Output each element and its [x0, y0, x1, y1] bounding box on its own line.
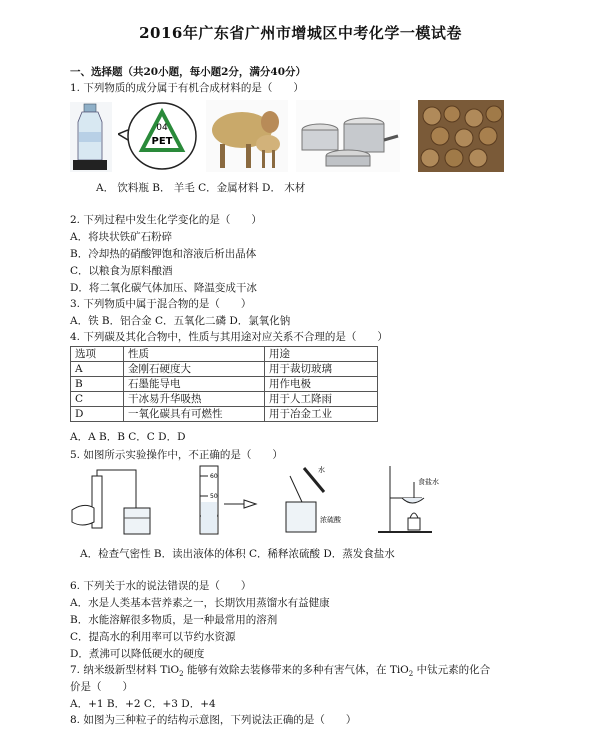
table-header: 性质	[124, 347, 265, 362]
q3-options: A．铁 B．铝合金 C．五氧化二磷 D．氯氧化钠	[70, 315, 291, 327]
q7-subscript-2: 2	[408, 670, 414, 679]
evaporation-diagram	[372, 462, 460, 538]
measuring-cylinder-diagram	[180, 462, 264, 538]
page-title: 2016年广东省广州市增城区中考化学一模试卷	[139, 24, 462, 42]
section-heading: 一、选择题（共20小题，每小题2分，满分40分）	[70, 66, 307, 78]
q7-text-2: 能够有效除去装修带来的多种有害气体，在 TiO	[183, 664, 409, 676]
water-label: 水	[318, 466, 325, 474]
q6-option-d: D．煮沸可以降低硬水的硬度	[70, 648, 205, 660]
q8-stem: 8. 如图为三种粒子的结构示意图，下列说法正确的是（ ）	[70, 714, 357, 726]
pet-label: PET	[151, 136, 173, 147]
q6-option-b: B．水能溶解很多物质，是一种最常用的溶剂	[70, 614, 278, 626]
pet-recycle-icon	[118, 100, 198, 172]
q2-option-d: D．将二氧化碳气体加压、降温变成干冰	[70, 282, 257, 294]
q5-options: A．检查气密性 B．读出液体的体积 C．稀释浓硫酸 D．蒸发食盐水	[80, 548, 395, 560]
table-cell: B	[71, 377, 124, 392]
q7-options: A．+1 B．+2 C．+3 D．+4	[70, 698, 216, 710]
q7-subscript-1: 2	[179, 670, 184, 679]
acid-label: 浓硫酸	[320, 516, 341, 524]
table-row	[71, 392, 378, 407]
q4-options: A．A B．B C．C D．D	[70, 431, 186, 443]
table-row	[71, 362, 378, 377]
airtightness-check-diagram	[70, 468, 160, 538]
table-header: 用途	[265, 347, 378, 362]
metal-pots-image	[296, 100, 400, 172]
q1-stem: 1. 下列物质的成分属于有机合成材料的是（ ）	[70, 82, 304, 94]
table-cell: 用于人工降雨	[265, 392, 378, 407]
pet-code: 04	[156, 123, 168, 133]
q1-images	[70, 96, 510, 176]
bottle-image	[70, 102, 112, 172]
wood-logs-image	[418, 100, 504, 172]
q7-stem	[70, 664, 490, 681]
q6-stem: 6. 下列关于水的说法错误的是（ ）	[70, 580, 252, 592]
q2-option-c: C．以粮食为原料酿酒	[70, 265, 173, 277]
table-header-row	[71, 347, 378, 362]
table-cell: D	[71, 407, 124, 422]
table-cell: 用作电极	[265, 377, 378, 392]
q2-stem: 2. 下列过程中发生化学变化的是（ ）	[70, 214, 262, 226]
sheep-image	[206, 100, 288, 172]
table-cell: C	[71, 392, 124, 407]
table-header: 选项	[71, 347, 124, 362]
q7-text-1: 7. 纳米级新型材料 TiO	[70, 664, 180, 676]
q2-option-a: A．将块状铁矿石粉碎	[70, 231, 173, 243]
dilution-diagram	[280, 462, 370, 538]
table-cell: 干冰易升华吸热	[124, 392, 265, 407]
q7-stem-line2: 价是（ ）	[70, 681, 133, 693]
q3-stem: 3. 下列物质中属于混合物的是（ ）	[70, 298, 252, 310]
q7-text-3: 中钛元素的化合	[413, 664, 491, 676]
tick-label-50: 50	[210, 493, 218, 500]
tick-label-60: 60	[210, 473, 218, 480]
table-cell: 石墨能导电	[124, 377, 265, 392]
table-cell: 用于裁切玻璃	[265, 362, 378, 377]
q5-diagrams	[70, 462, 460, 540]
salt-water-label: 食盐水	[418, 478, 439, 486]
q2-option-b: B．冷却热的硝酸钾饱和溶液后析出晶体	[70, 248, 257, 260]
q6-option-c: C．提高水的利用率可以节约水资源	[70, 631, 236, 643]
q1-options: A． 饮料瓶 B． 羊毛 C．金属材料 D． 木材	[96, 182, 306, 194]
table-cell: 金刚石硬度大	[124, 362, 265, 377]
table-row	[71, 407, 378, 422]
q6-option-a: A．水是人类基本营养素之一，长期饮用蒸馏水有益健康	[70, 597, 330, 609]
q4-table	[70, 346, 378, 422]
q5-stem: 5. 如图所示实验操作中，不正确的是（ ）	[70, 449, 283, 461]
table-cell: A	[71, 362, 124, 377]
table-cell: 一氧化碳具有可燃性	[124, 407, 265, 422]
q4-stem: 4. 下列碳及其化合物中，性质与其用途对应关系不合理的是（ ）	[70, 331, 388, 343]
table-cell: 用于冶金工业	[265, 407, 378, 422]
table-row	[71, 377, 378, 392]
